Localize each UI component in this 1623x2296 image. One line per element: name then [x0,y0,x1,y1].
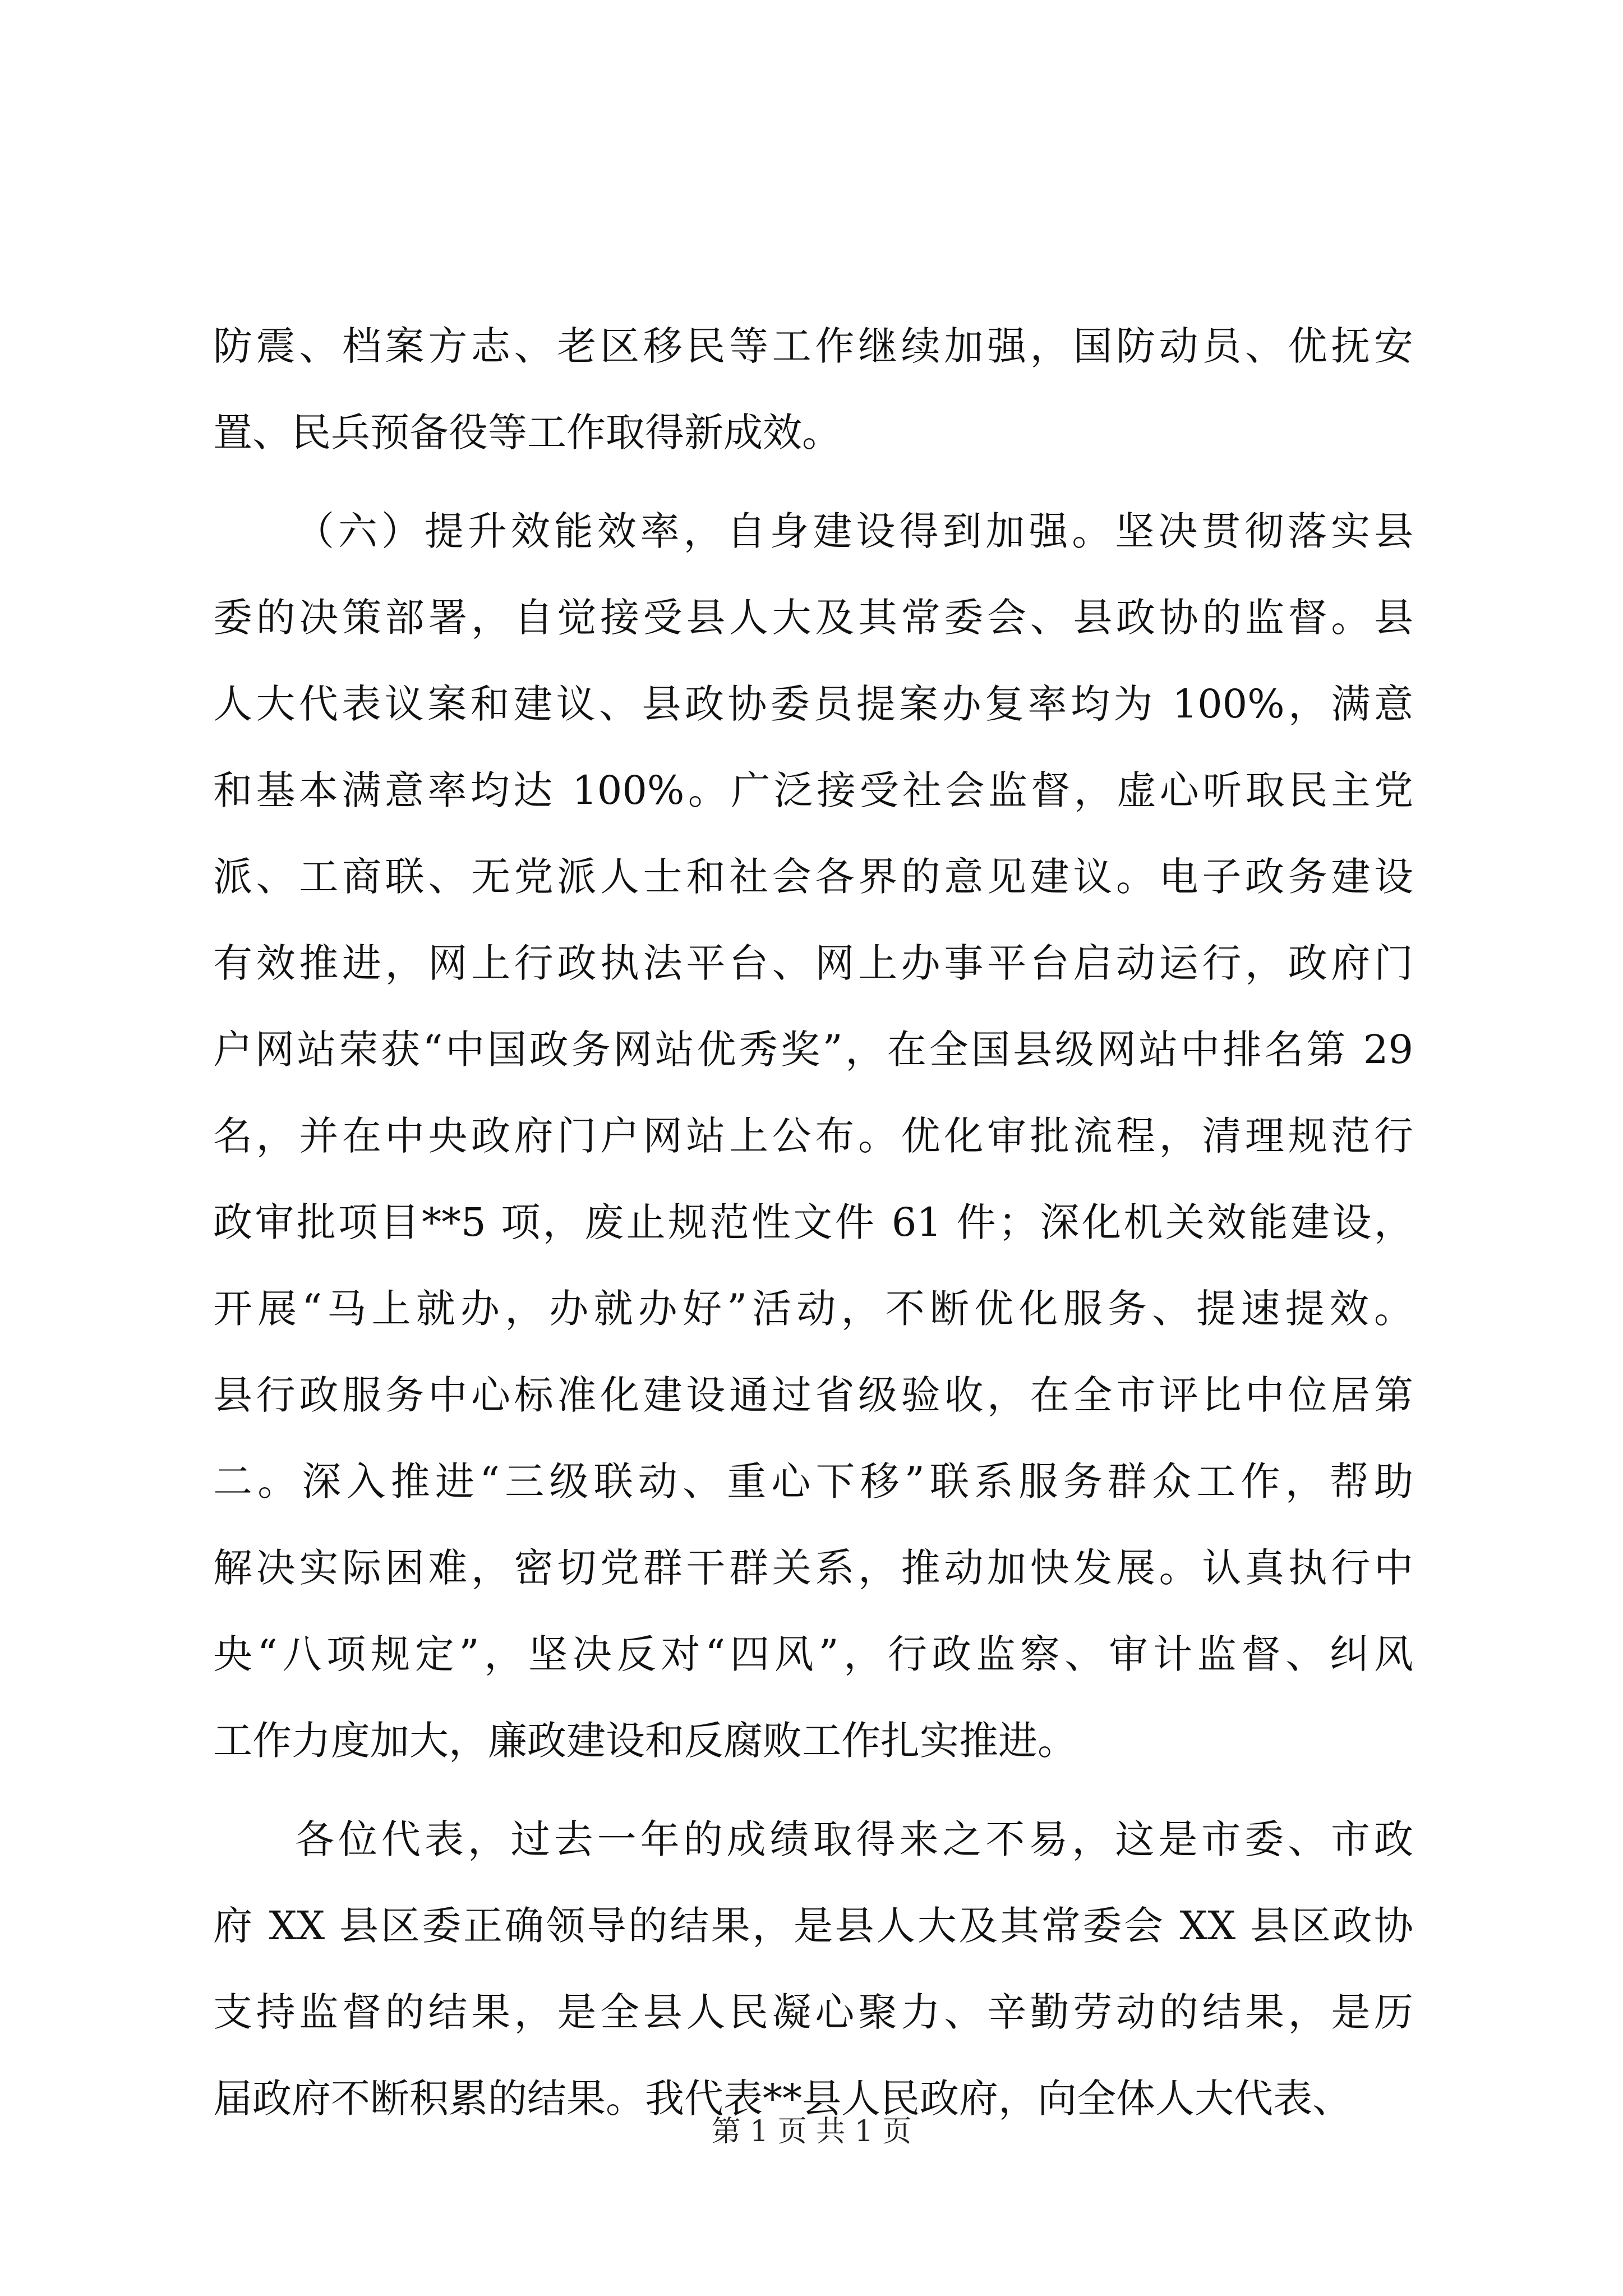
text-line: 解决实际困难，密切党群干群关系，推动加快发展。认真执行中 [213,1545,1413,1591]
paragraph-p2 [213,488,1413,1784]
document-body [213,303,1413,2142]
text-line: 人大代表议案和建议、县政协委员提案办复率均为 100%，满意 [213,681,1413,727]
text-line: （六）提升效能效率，自身建设得到加强。坚决贯彻落实县 [295,508,1413,554]
paragraph-gap [213,1784,1413,1796]
paragraph-p1 [213,303,1413,476]
text-line: 有效推进，网上行政执法平台、网上办事平台启动运行，政府门 [213,940,1413,986]
paragraph-gap [213,476,1413,488]
text-line: 工作力度加大，廉政建设和反腐败工作扎实推进。 [213,1718,1077,1764]
text-line: 和基本满意率均达 100%。广泛接受社会监督，虚心听取民主党 [213,767,1413,813]
text-line: 支持监督的结果，是全县人民凝心聚力、辛勤劳动的结果，是历 [213,1989,1413,2035]
text-line: 政审批项目**5 项，废止规范性文件 61 件；深化机关效能建设， [213,1199,1413,1245]
text-line: 名，并在中央政府门户网站上公布。优化审批流程，清理规范行 [213,1113,1413,1159]
text-line: 届政府不断积累的结果。我代表**县人民政府，向全体人大代表、 [213,2076,1352,2122]
text-line: 置、民兵预备役等工作取得新成效。 [213,409,841,455]
text-line: 委的决策部署，自觉接受县人大及其常委会、县政协的监督。县 [213,595,1413,641]
text-line: 县行政服务中心标准化建设通过省级验收，在全市评比中位居第 [213,1372,1413,1418]
text-line: 各位代表，过去一年的成绩取得来之不易，这是市委、市政 [295,1816,1413,1862]
text-line: 防震、档案方志、老区移民等工作继续加强，国防动员、优抚安 [213,323,1413,369]
page-footer: 第 1 页 共 1 页 [711,2115,912,2148]
text-line: 派、工商联、无党派人士和社会各界的意见建议。电子政务建设 [213,854,1413,900]
text-line: 央“八项规定”，坚决反对“四风”，行政监察、审计监督、纠风 [213,1631,1413,1677]
text-line: 开展“马上就办，办就办好”活动，不断优化服务、提速提效。 [213,1286,1413,1332]
text-line: 二。深入推进“三级联动、重心下移”联系服务群众工作，帮助 [213,1458,1413,1504]
text-line: 府 XX 县区委正确领导的结果，是县人大及其常委会 XX 县区政协 [213,1903,1413,1949]
paragraph-p3 [213,1796,1413,2142]
text-line: 户网站荣获“中国政务网站优秀奖”，在全国县级网站中排名第 29 [213,1027,1413,1073]
